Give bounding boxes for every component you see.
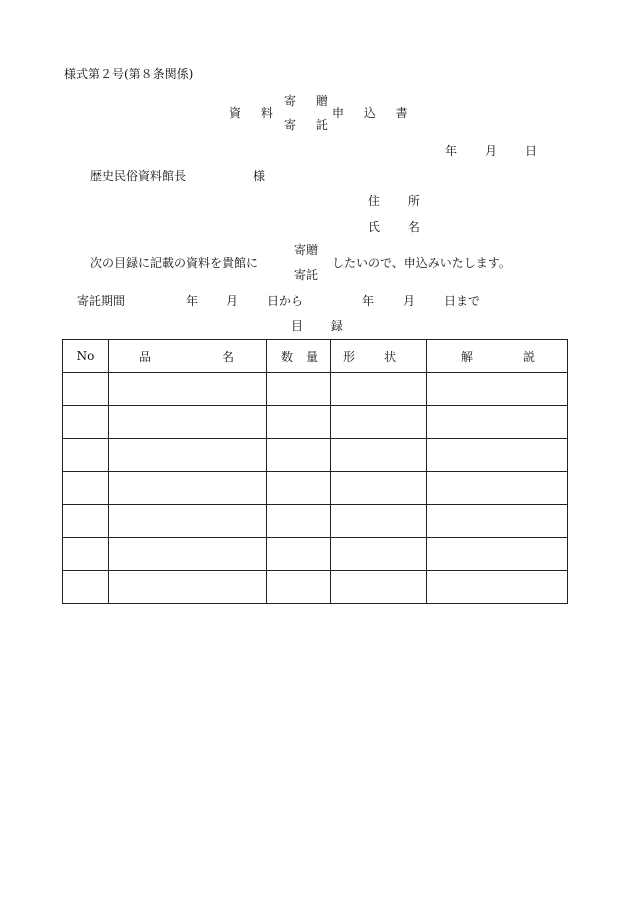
cell-quantity[interactable] bbox=[267, 571, 331, 604]
table-row bbox=[63, 571, 568, 604]
cell-shape[interactable] bbox=[331, 505, 427, 538]
cell-description[interactable] bbox=[427, 505, 568, 538]
form-number: 様式第２号(第８条関係) bbox=[64, 67, 194, 81]
cell-shape[interactable] bbox=[331, 439, 427, 472]
table-row bbox=[63, 472, 568, 505]
table-row bbox=[63, 505, 568, 538]
cell-no[interactable] bbox=[63, 571, 109, 604]
cell-no[interactable] bbox=[63, 406, 109, 439]
statement-option-bottom: 寄託 bbox=[294, 268, 319, 282]
cell-quantity[interactable] bbox=[267, 472, 331, 505]
header-quantity-b: 量 bbox=[305, 349, 318, 364]
cell-shape[interactable] bbox=[331, 571, 427, 604]
date-year: 年 bbox=[445, 144, 458, 158]
header-description-a: 解 bbox=[461, 349, 474, 364]
header-shape-a: 形 bbox=[343, 349, 356, 364]
header-description bbox=[427, 340, 568, 373]
statement-after: したいので、申込みいたします。 bbox=[332, 256, 511, 270]
cell-quantity[interactable] bbox=[267, 505, 331, 538]
title-left: 資 料 bbox=[229, 106, 281, 120]
title-right: 申 込 書 bbox=[332, 106, 416, 120]
date-month: 月 bbox=[485, 144, 498, 158]
cell-item-name[interactable] bbox=[109, 406, 267, 439]
addressee-name: 歴史民俗資料館長 bbox=[90, 169, 187, 183]
address-label: 住 所 bbox=[368, 194, 432, 208]
cell-quantity[interactable] bbox=[267, 373, 331, 406]
cell-no[interactable] bbox=[63, 505, 109, 538]
header-item-name-a: 品 bbox=[139, 349, 152, 364]
header-quantity-a: 数 bbox=[281, 349, 294, 364]
deposit-period-label: 寄託期間 bbox=[77, 294, 126, 308]
cell-description[interactable] bbox=[427, 439, 568, 472]
catalog-table bbox=[62, 339, 568, 604]
cell-quantity[interactable] bbox=[267, 406, 331, 439]
header-shape bbox=[331, 340, 427, 373]
header-shape-b: 状 bbox=[383, 349, 396, 364]
deposit-start-day: 日から bbox=[267, 294, 304, 308]
header-description-b: 説 bbox=[522, 349, 535, 364]
cell-no[interactable] bbox=[63, 439, 109, 472]
cell-shape[interactable] bbox=[331, 538, 427, 571]
cell-item-name[interactable] bbox=[109, 538, 267, 571]
statement-option-top: 寄贈 bbox=[294, 243, 319, 257]
cell-description[interactable] bbox=[427, 571, 568, 604]
catalog-title: 目 録 bbox=[291, 319, 355, 333]
cell-description[interactable] bbox=[427, 406, 568, 439]
cell-item-name[interactable] bbox=[109, 571, 267, 604]
table-row bbox=[63, 373, 568, 406]
title-option-top: 寄 贈 bbox=[284, 94, 336, 108]
cell-no[interactable] bbox=[63, 538, 109, 571]
cell-no[interactable] bbox=[63, 373, 109, 406]
cell-quantity[interactable] bbox=[267, 439, 331, 472]
cell-quantity[interactable] bbox=[267, 538, 331, 571]
header-no: No bbox=[63, 340, 109, 373]
cell-item-name[interactable] bbox=[109, 505, 267, 538]
table-row bbox=[63, 439, 568, 472]
header-item-name-b: 名 bbox=[221, 349, 234, 364]
deposit-start-year: 年 bbox=[186, 294, 199, 308]
deposit-end-month: 月 bbox=[403, 294, 416, 308]
header-item-name bbox=[109, 340, 267, 373]
cell-item-name[interactable] bbox=[109, 439, 267, 472]
cell-item-name[interactable] bbox=[109, 373, 267, 406]
table-body bbox=[63, 373, 568, 604]
name-label: 氏 名 bbox=[368, 220, 432, 234]
deposit-end-day: 日まで bbox=[444, 294, 481, 308]
cell-no[interactable] bbox=[63, 472, 109, 505]
cell-shape[interactable] bbox=[331, 406, 427, 439]
cell-shape[interactable] bbox=[331, 373, 427, 406]
table-row bbox=[63, 538, 568, 571]
deposit-end-year: 年 bbox=[362, 294, 375, 308]
statement-before: 次の目録に記載の資料を貴館に bbox=[90, 256, 259, 270]
date-day: 日 bbox=[525, 144, 538, 158]
cell-shape[interactable] bbox=[331, 472, 427, 505]
title-option-bottom: 寄 託 bbox=[284, 118, 336, 132]
cell-description[interactable] bbox=[427, 373, 568, 406]
header-quantity bbox=[267, 340, 331, 373]
cell-description[interactable] bbox=[427, 472, 568, 505]
cell-description[interactable] bbox=[427, 538, 568, 571]
addressee-honorific: 様 bbox=[253, 169, 266, 183]
table-header-row bbox=[63, 340, 568, 373]
table-row bbox=[63, 406, 568, 439]
cell-item-name[interactable] bbox=[109, 472, 267, 505]
deposit-start-month: 月 bbox=[226, 294, 239, 308]
